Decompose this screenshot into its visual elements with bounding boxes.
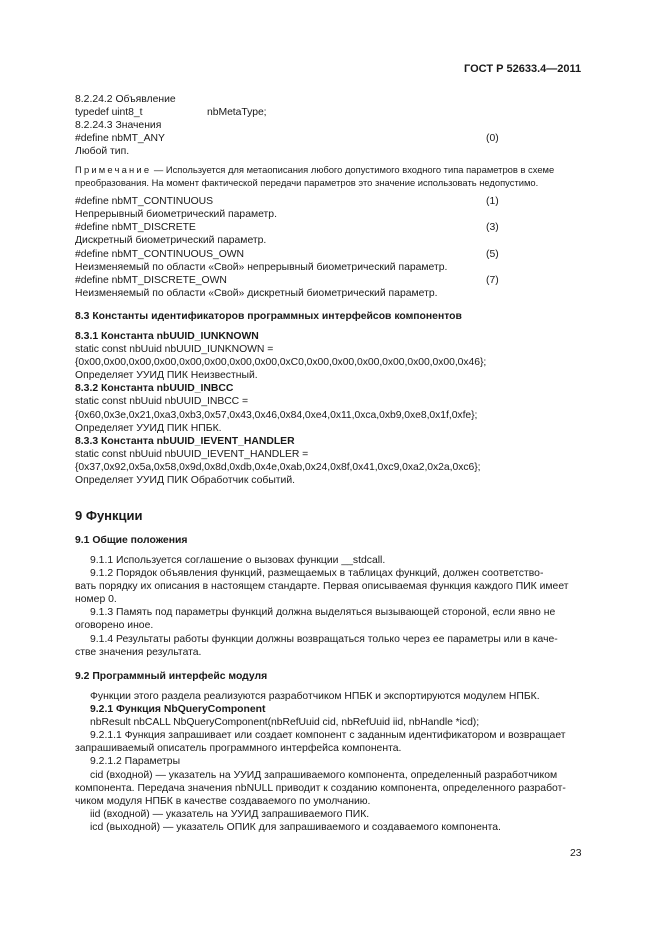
page-header: ГОСТ Р 52633.4—2011 — [464, 63, 582, 75]
paragraph-9-2-1-1: запрашиваемый описатель программного интерфейса компонента. — [75, 743, 402, 754]
define-number: (1) — [486, 196, 499, 207]
constant-value: {0x60,0x3e,0x21,0xa3,0xb3,0x57,0x43,0x46,0x84,0xe4,0x11,0xca,0xb9,0xe8,0x1f,0xfe}; — [75, 410, 478, 421]
paragraph-9-2: Функции этого раздела реализуются разработчиком НПБК и экспортируются модулем НПБК. — [90, 691, 540, 702]
note-text: — Используется для метаописания любого допустимого входного типа параметров в схеме — [151, 164, 555, 175]
define-code: #define nbMT_ANY — [75, 133, 165, 144]
section-8-3-heading: 8.3 Константы идентификаторов программных интерфейсов компонентов — [75, 311, 462, 322]
paragraph-9-1-3: оговорено иное. — [75, 620, 154, 631]
parameter-cid: cid (входной) — указатель на УУИД запрашиваемого компонента, определенный разработчиком — [90, 770, 558, 781]
constant-declaration: static const nbUuid nbUUID_INBCC = — [75, 396, 248, 407]
constant-declaration: static const nbUuid nbUUID_IEVENT_HANDLER = — [75, 449, 309, 460]
paragraph-9-1-2: номер 0. — [75, 594, 117, 605]
constant-heading: 8.3.3 Константа nbUUID_IEVENT_HANDLER — [75, 436, 295, 447]
note-line-1 — [75, 164, 554, 176]
paragraph-9-1-4: стве значения результата. — [75, 647, 202, 658]
constant-declaration: static const nbUuid nbUUID_IUNKNOWN = — [75, 344, 274, 355]
function-signature: nbResult nbCALL NbQueryComponent(nbRefUuid cid, nbRefUuid iid, nbHandle *icd); — [90, 717, 480, 728]
define-number: (3) — [486, 222, 499, 233]
parameter-iid: iid (входной) — указатель на УУИД запрашиваемого ПИК. — [90, 809, 370, 820]
constant-description: Определяет УУИД ПИК Обработчик событий. — [75, 475, 296, 486]
paragraph-9-2-1-1: 9.2.1.1 Функция запрашивает или создает компонент с заданным идентификатором и возвращает — [90, 730, 566, 741]
note-label: Примечание — [75, 164, 152, 175]
define-code: #define nbMT_CONTINUOUS — [75, 196, 214, 207]
page-number: 23 — [570, 848, 582, 859]
paragraph-9-1-2: 9.1.2 Порядок объявления функций, размещаемых в таблицах функций, должен соответство- — [90, 568, 544, 579]
section-8-2-24-3: 8.2.24.3 Значения — [75, 120, 162, 131]
parameter-cid: компонента. Передача значения nbNULL приводит к созданию компонента, определенного разработ- — [75, 783, 566, 794]
define-description: Неизменяемый по области «Свой» дискретный биометрический параметр. — [75, 288, 438, 299]
paragraph-9-1-1: 9.1.1 Используется соглашение о вызовах функции __stdcall. — [90, 555, 386, 566]
section-9-1-heading: 9.1 Общие положения — [75, 535, 188, 546]
constant-heading: 8.3.2 Константа nbUUID_INBCC — [75, 383, 234, 394]
define-number: (7) — [486, 275, 499, 286]
section-8-2-24-2: 8.2.24.2 Объявление — [75, 94, 176, 105]
paragraph-9-2-1-2: 9.2.1.2 Параметры — [90, 756, 181, 767]
paragraph-9-1-4: 9.1.4 Результаты работы функции должны возвращаться только через ее параметры или в каче- — [90, 634, 558, 645]
constant-value: {0x00,0x00,0x00,0x00,0x00,0x00,0x00,0x00,0xC0,0x00,0x00,0x00,0x00,0x00,0x00,0x46}; — [75, 357, 487, 368]
parameter-cid: чиком модуля НПБК в качестве создаваемого по умолчанию. — [75, 796, 371, 807]
define-number: (5) — [486, 249, 499, 260]
constant-value: {0x37,0x92,0x5a,0x58,0x9d,0x8d,0xdb,0x4e,0xab,0x24,0x8f,0x41,0xc9,0xa2,0x2a,0xc6}; — [75, 462, 481, 473]
define-description: Любой тип. — [75, 146, 130, 157]
section-9-2-heading: 9.2 Программный интерфейс модуля — [75, 671, 268, 682]
section-9-heading: 9 Функции — [75, 508, 143, 523]
paragraph-9-1-2: вать порядку их описания в настоящем стандарте. Первая описываемая функция каждого ПИК имеет — [75, 581, 569, 592]
define-code: #define nbMT_CONTINUOUS_OWN — [75, 249, 244, 260]
define-number: (0) — [486, 133, 499, 144]
define-code: #define nbMT_DISCRETE — [75, 222, 196, 233]
typedef-left: typedef uint8_t — [75, 107, 143, 118]
note-line-2: преобразования. На момент фактической передачи параметров это значение использовать недопустимо. — [75, 177, 539, 188]
parameter-icd: icd (выходной) — указатель ОПИК для запрашиваемого и создаваемого компонента. — [90, 822, 501, 833]
define-description: Неизменяемый по области «Свой» непрерывный биометрический параметр. — [75, 262, 448, 273]
section-9-2-1-heading: 9.2.1 Функция NbQueryComponent — [90, 704, 266, 715]
define-code: #define nbMT_DISCRETE_OWN — [75, 275, 227, 286]
define-description: Непрерывный биометрический параметр. — [75, 209, 277, 220]
paragraph-9-1-3: 9.1.3 Память под параметры функций должна выделяться вызывающей стороной, если явно не — [90, 607, 556, 618]
constant-description: Определяет УУИД ПИК НПБК. — [75, 423, 222, 434]
constant-heading: 8.3.1 Константа nbUUID_IUNKNOWN — [75, 331, 259, 342]
constant-description: Определяет УУИД ПИК Неизвестный. — [75, 370, 258, 381]
define-description: Дискретный биометрический параметр. — [75, 235, 267, 246]
typedef-right: nbMetaType; — [207, 107, 267, 118]
